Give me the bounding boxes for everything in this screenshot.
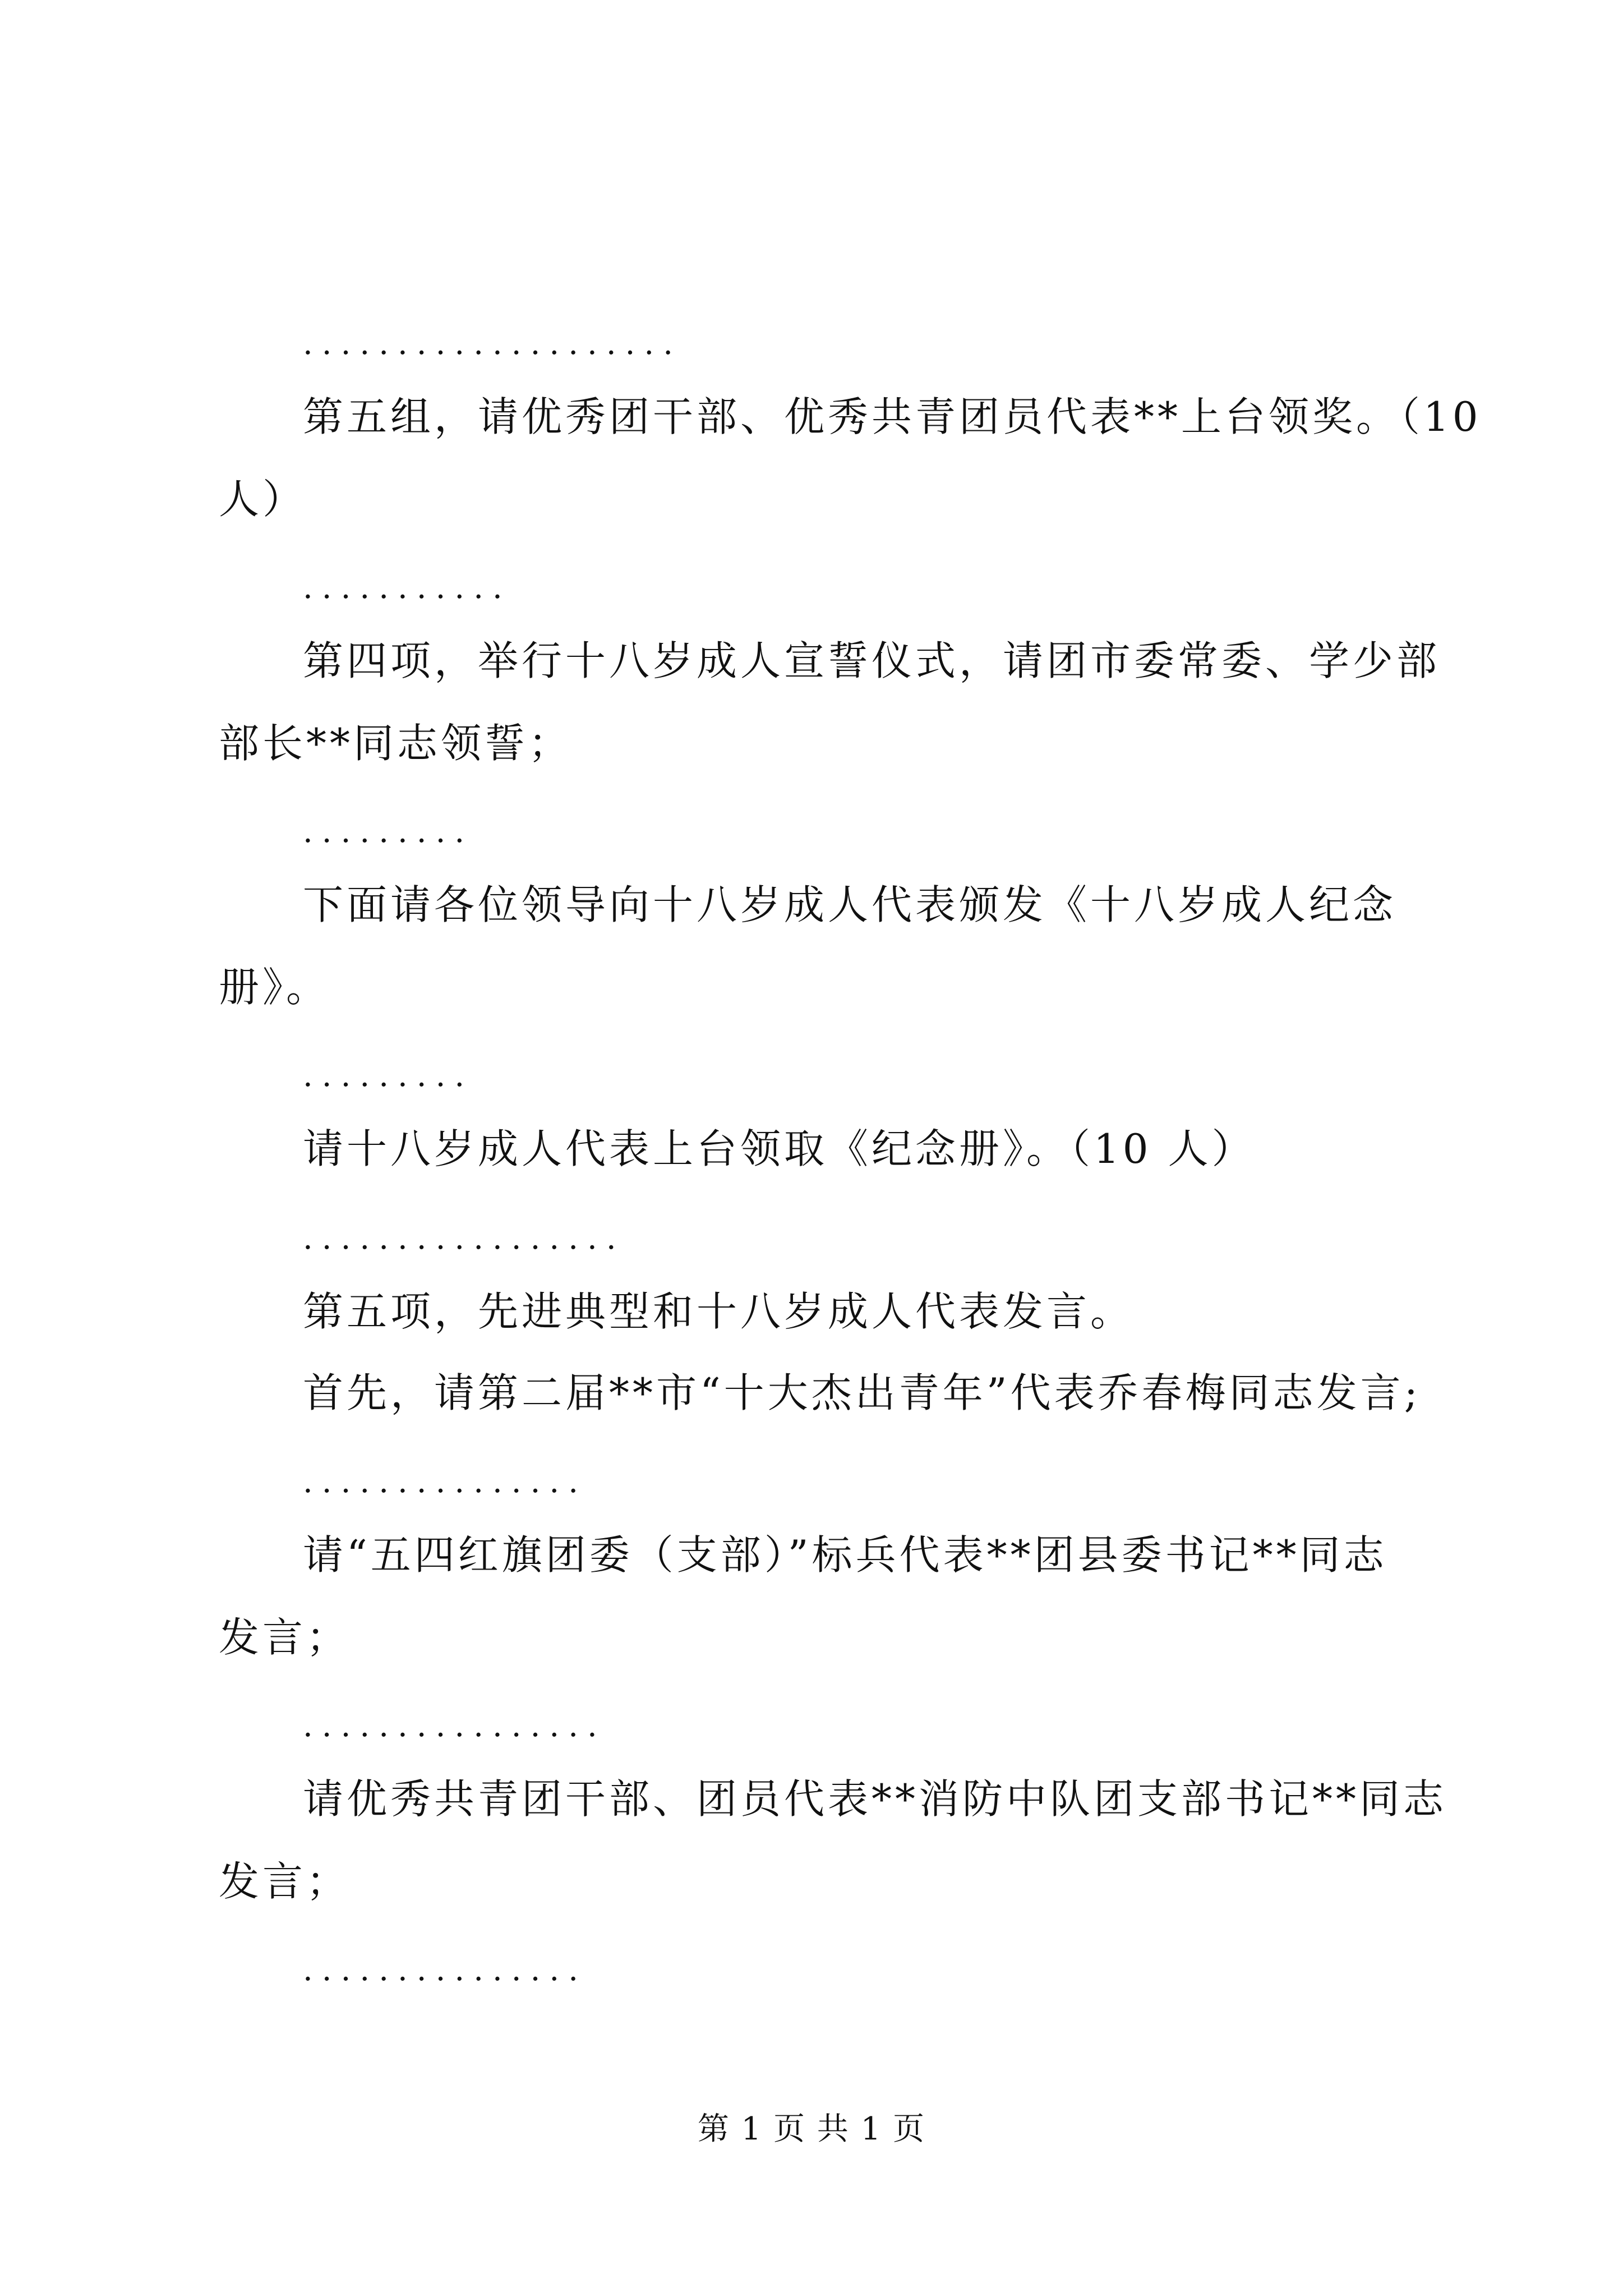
paragraph-line: 下面请各位领导向十八岁成人代表颁发《十八岁成人纪念 [303,881,1397,928]
paragraph-line: 发言； [219,1858,351,1905]
ellipsis-line: .................... [303,325,683,362]
ellipsis-line: ........... [303,569,511,606]
ellipsis-line: ......... [303,813,474,850]
ellipsis-line: ............... [303,1464,588,1500]
page-footer: 第 1 页 共 1 页 [697,2111,926,2147]
paragraph-line: 请“五四红旗团委（支部）”标兵代表**团县委书记**同志 [303,1531,1387,1579]
paragraph-line: 第五组，请优秀团干部、优秀共青团员代表**上台领奖。（10 [303,393,1482,440]
paragraph-line: 发言； [219,1614,351,1661]
ellipsis-line: ......... [303,1057,474,1094]
paragraph-line: 第四项，举行十八岁成人宣誓仪式，请团市委常委、学少部 [303,637,1441,684]
ellipsis-line: ................. [303,1220,625,1257]
paragraph-line: 首先，请第二届**市“十大杰出青年”代表乔春梅同志发言; [303,1369,1421,1416]
paragraph-line: 部长**同志领誓； [219,720,573,767]
ellipsis-line: ................ [303,1708,606,1744]
paragraph-line: 人） [219,476,307,523]
paragraph-line: 第五项，先进典型和十八岁成人代表发言。 [303,1288,1135,1335]
paragraph-line: 册》。 [219,964,330,1011]
ellipsis-line: ............... [303,1952,588,1988]
paragraph-line: 请优秀共青团干部、团员代表**消防中队团支部书记**同志 [303,1775,1447,1823]
paragraph-line: 请十八岁成人代表上台领取《纪念册》。（10 人） [303,1125,1256,1172]
